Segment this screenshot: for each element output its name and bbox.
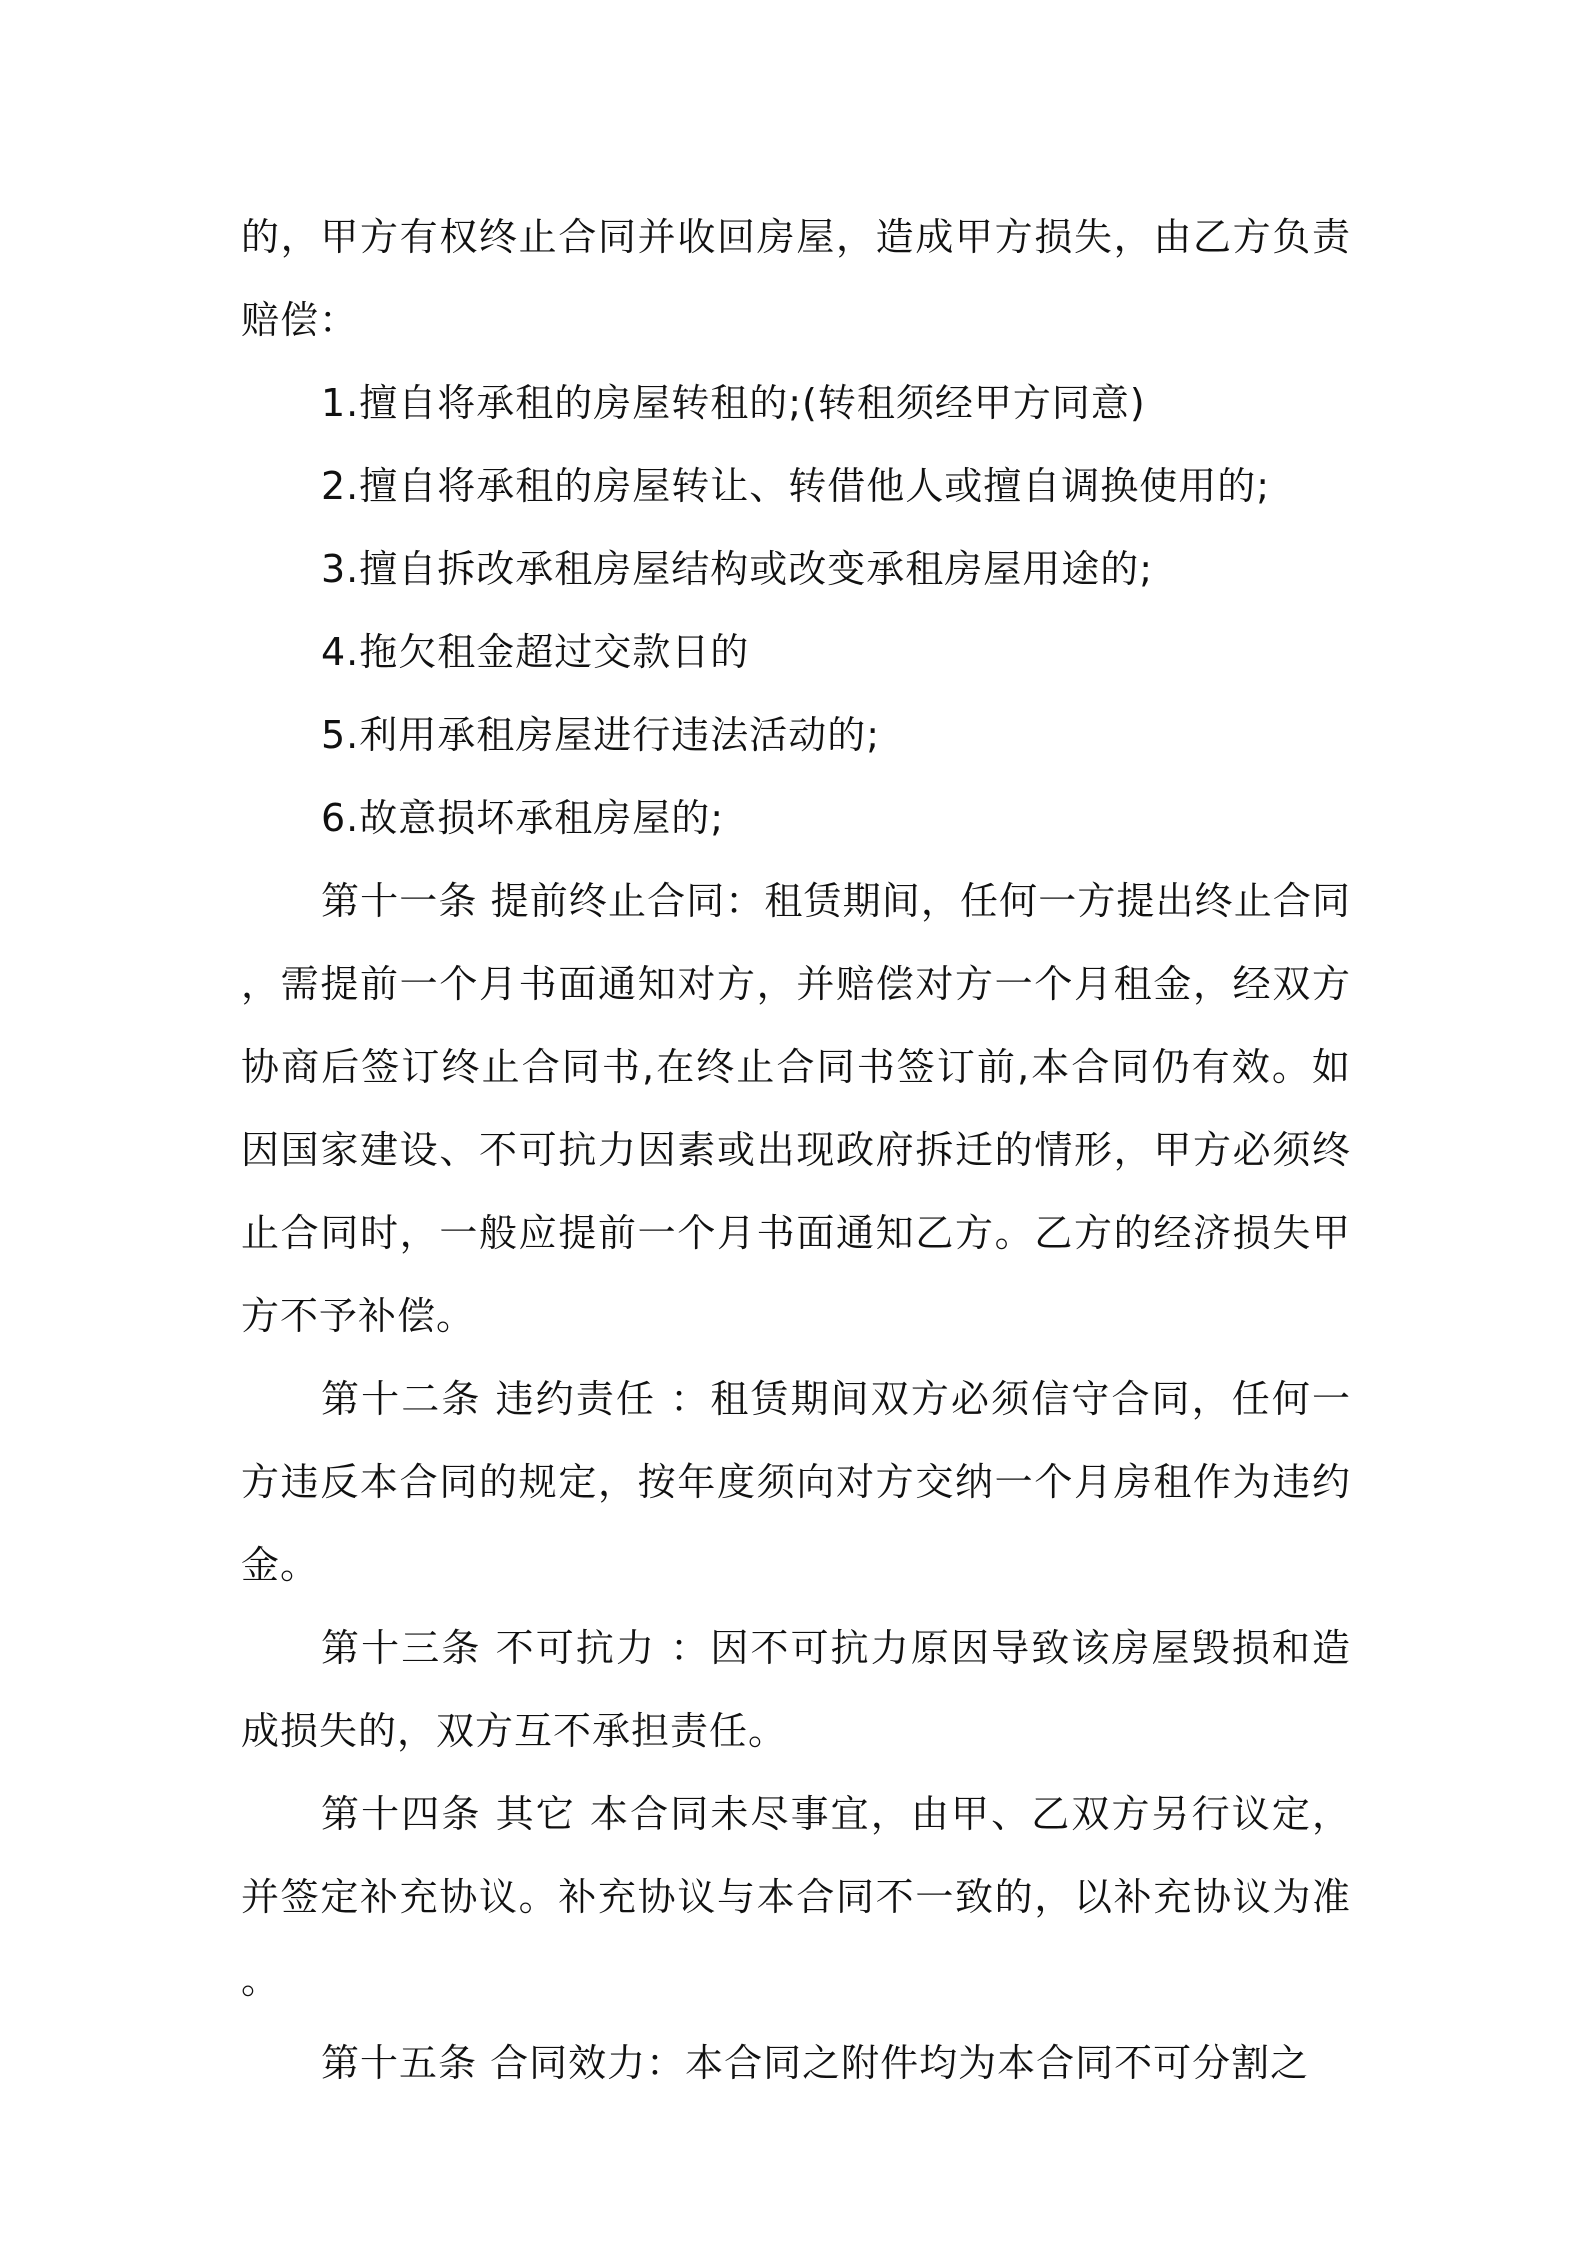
document-body [241,196,1351,2105]
list-item-1: 1.擅自将承租的房屋转租的;(转租须经甲方同意) [321,381,1146,425]
list-item-4: 4.拖欠租金超过交款日的 [321,630,750,674]
clause-13-force-majeure: 第十三条 不可抗力 ：因不可抗力原因导致该房屋毁损和造成损失的，双方互不承担责任。 [241,1626,1351,1753]
list-item-2: 2.擅自将承租的房屋转让、转借他人或擅自调换使用的; [321,464,1271,508]
clause-12-breach-liability: 第十二条 违约责任 ：租赁期间双方必须信守合同，任何一方违反本合同的规定，按年度须向对方交纳一个月房租作为违约金。 [241,1377,1351,1587]
clause-15-contract-validity: 第十五条 合同效力：本合同之附件均为本合同不可分割之 [321,2041,1310,2085]
list-item-5: 5.利用承租房屋进行违法活动的; [321,713,881,757]
list-item-3: 3.擅自拆改承租房屋结构或改变承租房屋用途的; [321,547,1154,591]
paragraph-continuation: 的，甲方有权终止合同并收回房屋，造成甲方损失，由乙方负责赔偿： [241,215,1351,342]
clause-14-other: 第十四条 其它 本合同未尽事宜，由甲、乙双方另行议定，并签定补充协议。补充协议与本合同不一致的，以补充协议为准。 [241,1792,1351,2002]
list-item-6: 6.故意损坏承租房屋的; [321,796,725,840]
clause-11-early-termination: 第十一条 提前终止合同：租赁期间，任何一方提出终止合同，需提前一个月书面通知对方，并赔偿对方一个月租金，经双方协商后签订终止合同书,在终止合同书签订前,本合同仍有效。如因国家建设、不可抗力因素或出现政府拆迁的情形，甲方必须终止合同时，一般应提前一个月书面通知乙方。乙方的经济损失甲方不予补偿。 [241,879,1351,1338]
